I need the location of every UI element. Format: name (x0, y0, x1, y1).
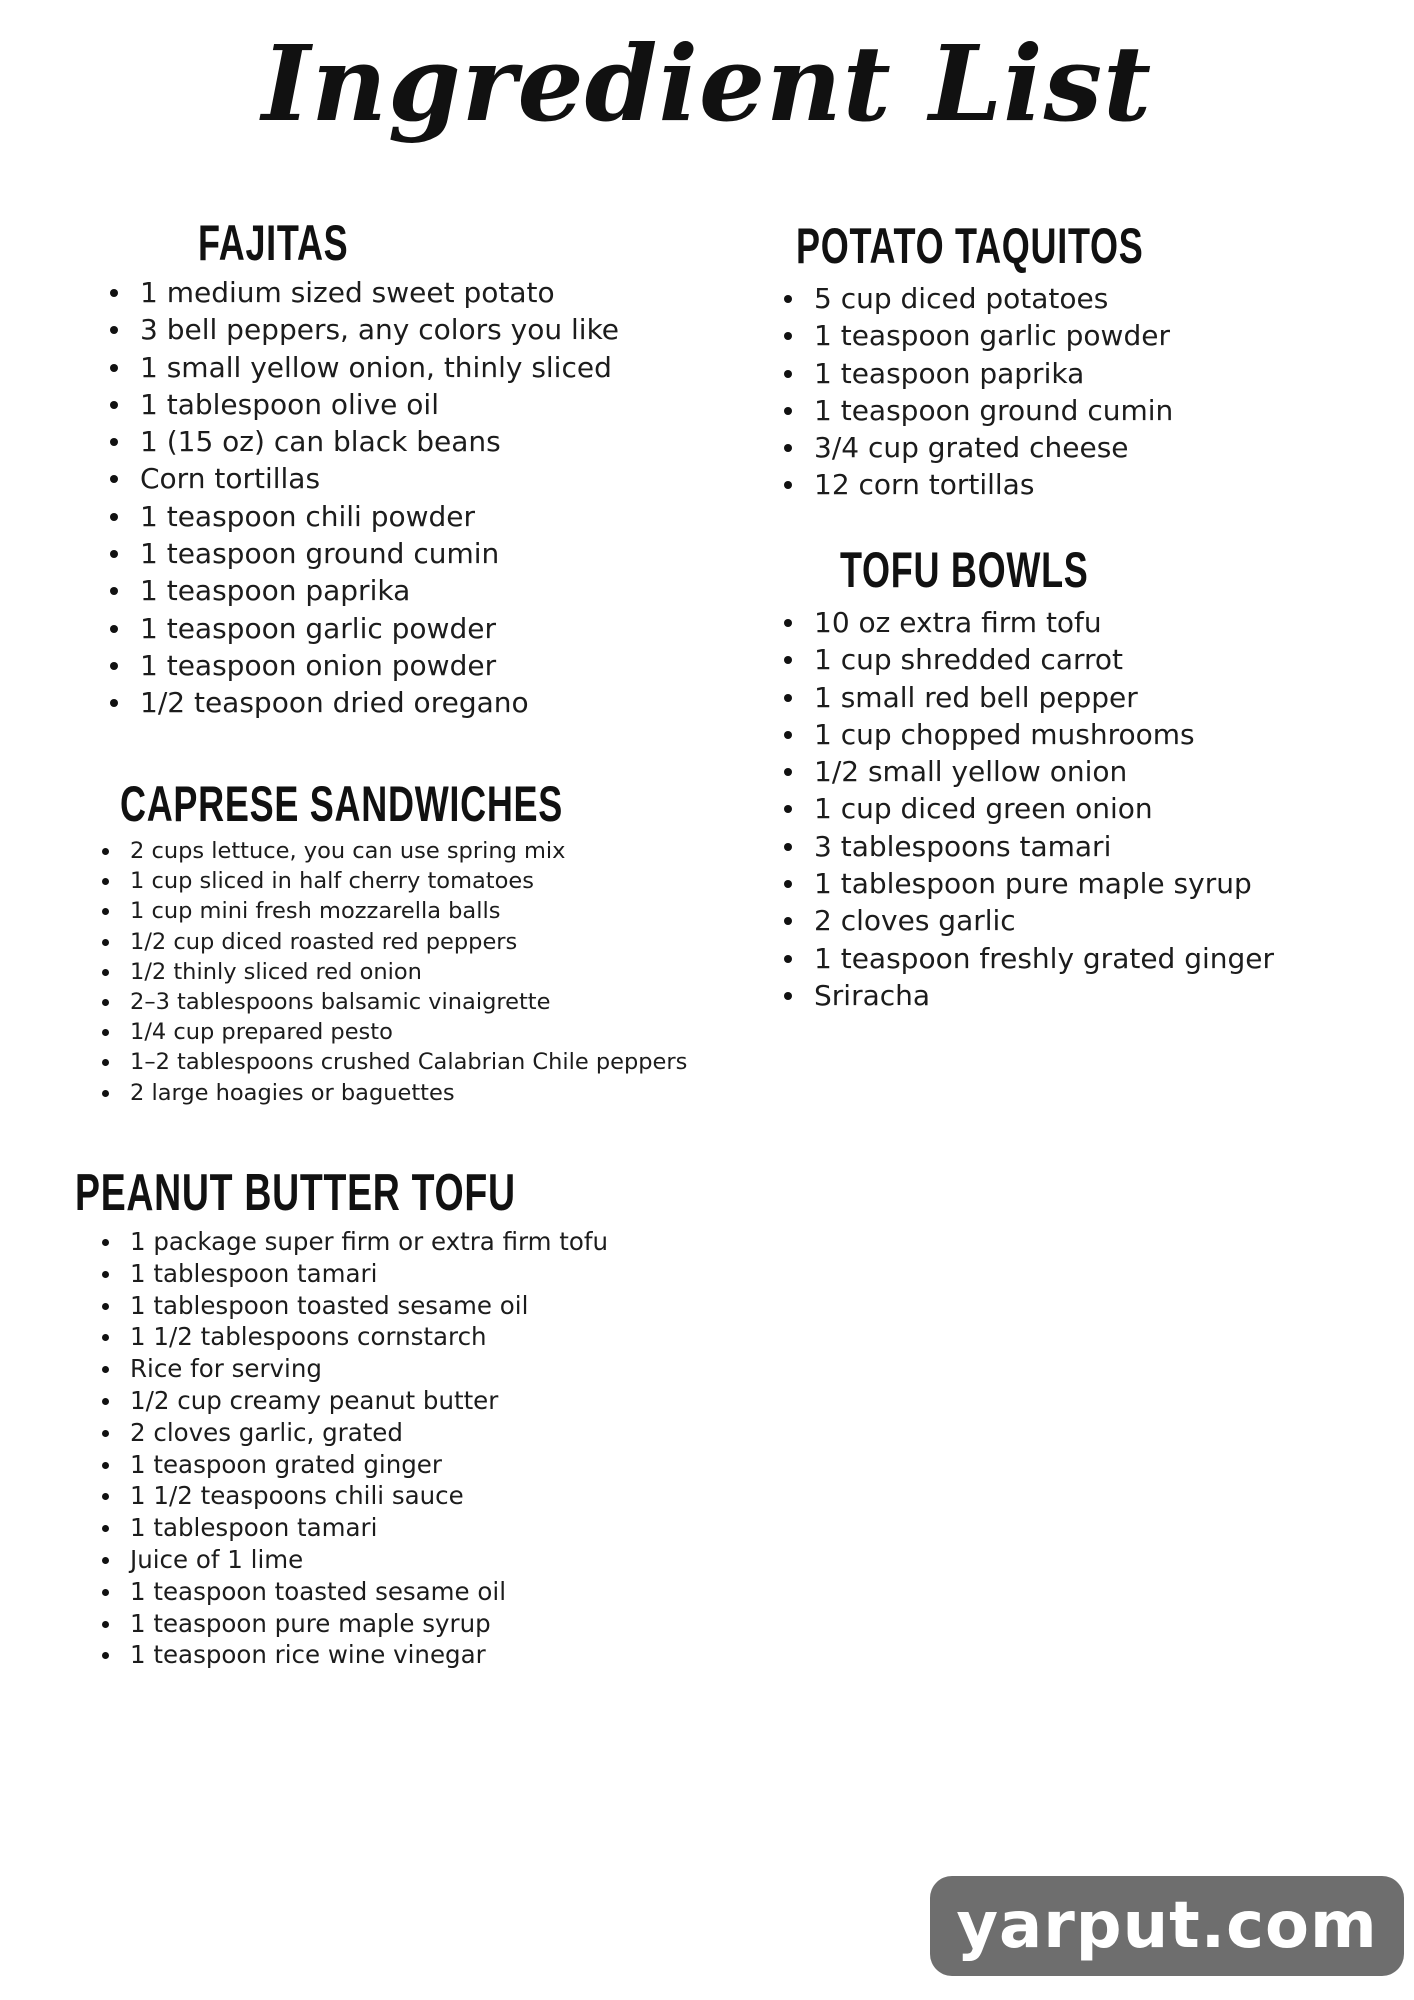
section-heading-fajitas: FAJITAS (198, 215, 349, 271)
watermark-text: yarput.com (956, 1889, 1378, 1963)
ingredient-item: 1 cup chopped mushrooms (784, 716, 1274, 753)
ingredient-item: 1 teaspoon garlic powder (110, 610, 619, 647)
ingredient-list-potato-taquitos (784, 280, 1279, 504)
section-heading-tofu-bowls: TOFU BOWLS (840, 542, 1089, 598)
ingredient-item: 1 teaspoon garlic powder (784, 317, 1279, 354)
ingredient-item: 1/2 small yellow onion (784, 753, 1274, 790)
ingredient-item: 1 tablespoon tamari (102, 1512, 687, 1544)
ingredient-list-peanut-butter-tofu (102, 1226, 687, 1671)
ingredient-item: 1 teaspoon onion powder (110, 647, 619, 684)
ingredient-item: 2 large hoagies or baguettes (102, 1078, 735, 1108)
ingredient-item: 1 1/2 tablespoons cornstarch (102, 1321, 687, 1353)
ingredient-item: 1 tablespoon pure maple syrup (784, 865, 1274, 902)
section-potato-taquitos (784, 212, 1279, 504)
ingredient-item: 5 cup diced potatoes (784, 280, 1279, 317)
ingredient-item: 1 cup diced green onion (784, 790, 1274, 827)
ingredient-item: 10 oz extra firm tofu (784, 604, 1274, 641)
page-title: Ingredient List (261, 22, 1153, 145)
ingredient-item: 3/4 cup grated cheese (784, 429, 1279, 466)
section-fajitas (110, 212, 619, 722)
ingredient-item: 1 cup sliced in half cherry tomatoes (102, 866, 735, 896)
section-heading-peanut-butter-tofu: PEANUT BUTTER TOFU (75, 1164, 516, 1222)
ingredient-item: 1/4 cup prepared pesto (102, 1017, 735, 1047)
section-tofu-bowls (784, 536, 1274, 1014)
ingredient-list-caprese-sandwiches (102, 836, 735, 1108)
ingredient-item: Juice of 1 lime (102, 1544, 687, 1576)
ingredient-item: 1 medium sized sweet potato (110, 274, 619, 311)
ingredient-item: 1 cup shredded carrot (784, 641, 1274, 678)
ingredient-item: Rice for serving (102, 1353, 687, 1385)
ingredient-item: 1–2 tablespoons crushed Calabrian Chile peppers (102, 1047, 735, 1077)
ingredient-item: 1 teaspoon toasted sesame oil (102, 1576, 687, 1608)
ingredient-item: 1 teaspoon chili powder (110, 498, 619, 535)
section-caprese-sandwiches (102, 772, 735, 1108)
ingredient-item: 2 cups lettuce, you can use spring mix (102, 836, 735, 866)
ingredient-item: 1/2 teaspoon dried oregano (110, 684, 619, 721)
ingredient-item: Sriracha (784, 977, 1274, 1014)
ingredient-item: 1 teaspoon paprika (784, 355, 1279, 392)
ingredient-item: 1 1/2 teaspoons chili sauce (102, 1480, 687, 1512)
ingredient-item: 1 small red bell pepper (784, 679, 1274, 716)
ingredient-item: 1/2 cup diced roasted red peppers (102, 927, 735, 957)
ingredient-item: 1 small yellow onion, thinly sliced (110, 349, 619, 386)
ingredient-item: 1 teaspoon ground cumin (110, 535, 619, 572)
ingredient-item: 12 corn tortillas (784, 466, 1279, 503)
ingredient-item: 1 teaspoon freshly grated ginger (784, 940, 1274, 977)
ingredient-item: 1 teaspoon grated ginger (102, 1449, 687, 1481)
ingredient-item: 2–3 tablespoons balsamic vinaigrette (102, 987, 735, 1017)
ingredient-item: 1/2 cup creamy peanut butter (102, 1385, 687, 1417)
ingredient-item: 2 cloves garlic, grated (102, 1417, 687, 1449)
ingredient-item: 1 teaspoon pure maple syrup (102, 1608, 687, 1640)
ingredient-item: 1 teaspoon ground cumin (784, 392, 1279, 429)
ingredient-item: 1 tablespoon toasted sesame oil (102, 1290, 687, 1322)
ingredient-item: 1 (15 oz) can black beans (110, 423, 619, 460)
ingredient-item: 3 bell peppers, any colors you like (110, 311, 619, 348)
ingredient-item: 3 tablespoons tamari (784, 828, 1274, 865)
section-heading-potato-taquitos: POTATO TAQUITOS (796, 218, 1144, 274)
ingredient-list-fajitas (110, 274, 619, 722)
ingredient-item: 1/2 thinly sliced red onion (102, 957, 735, 987)
section-heading-caprese-sandwiches: CAPRESE SANDWICHES (120, 776, 564, 832)
ingredient-item: 1 package super firm or extra firm tofu (102, 1226, 687, 1258)
ingredient-item: 1 cup mini fresh mozzarella balls (102, 896, 735, 926)
ingredient-item: 1 tablespoon tamari (102, 1258, 687, 1290)
ingredient-item: 1 teaspoon paprika (110, 572, 619, 609)
ingredient-item: 1 teaspoon rice wine vinegar (102, 1639, 687, 1671)
ingredient-item: 2 cloves garlic (784, 902, 1274, 939)
ingredient-item: Corn tortillas (110, 460, 619, 497)
ingredient-list-tofu-bowls (784, 604, 1274, 1014)
ingredient-item: 1 tablespoon olive oil (110, 386, 619, 423)
section-peanut-butter-tofu (75, 1160, 687, 1671)
watermark-badge (930, 1876, 1404, 1976)
